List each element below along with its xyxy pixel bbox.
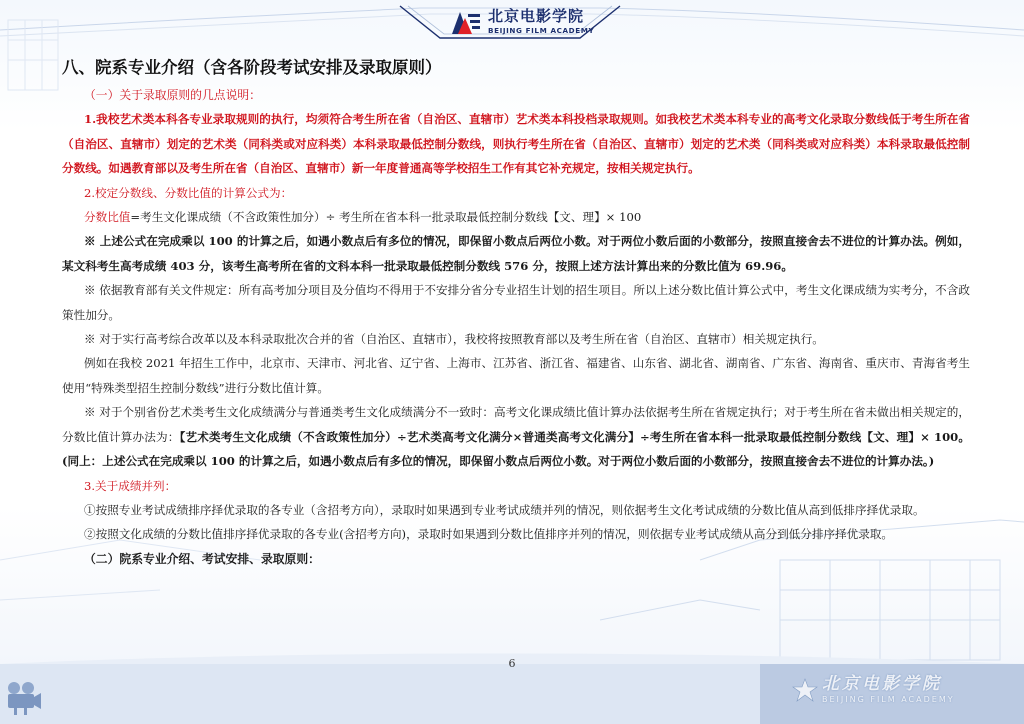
footer-chinese-name: 北京电影学院 (822, 674, 942, 694)
footer-star-icon (792, 678, 818, 702)
film-camera-icon (4, 680, 42, 716)
note-no-bonus-points: ※ 依据教育部有关文件规定：所有高考加分项目及分值均不得用于不安排分省分专业招生计划的招生项目。所以上述分数比值计算公式中，考生文化课成绩为实考分，不含政策性加分。 (62, 283, 970, 322)
logo-english-name: BEIJING FILM ACADEMY (488, 26, 595, 36)
tie-heading: 3.关于成绩并列： (84, 478, 177, 493)
formula-body: =考生文化课成绩（不含政策性加分）÷ 考生所在省本科一批录取最低控制分数线【文、理】× 100 (130, 210, 642, 225)
admission-rule-paragraph: 1.我校艺术类本科各专业录取规则的执行，均须符合考生所在省（自治区、直辖市）艺术类本科投档录取规则。如我校艺术类本科专业的高考文化录取分数线低于考生所在省（自治区、直辖市）划定的艺术类（同科类或对应科类）本科录取最低控制分数线，则执行考生所在省（自治区、直辖市）划定的艺术类（同科类或对应科类）本科录取最低控制分数线。如遇教育部以及考生所在省（自治区、直辖市）新一年度普通高等学校招生工作有其它补充规定，按相关规定执行。 (62, 112, 970, 176)
footer-logo (792, 676, 955, 704)
logo-chinese-name: 北京电影学院 (488, 7, 585, 26)
note-reform-example: 例如在我校 2021 年招生工作中，北京市、天津市、河北省、辽宁省、上海市、江苏省、浙江省、福建省、山东省、湖北省、湖南省、广东省、海南省、重庆市、青海省考生使用“特殊类型招生控制分数线”进行分数比值计算。 (62, 356, 970, 395)
note-full-score-formula: 【艺术类考生文化成绩（不含政策性加分）÷艺术类高考文化满分×普通类高考文化满分】÷考生所在省本科一批录取最低控制分数线【文、理】× 100。(同上：上述公式在完成乘以 100 的计算之后，如遇小数点后有多位的情况，即保留小数点后两位小数。对于两位小数后面的小数部分，按照直接舍去不进位的计算办法。) (62, 429, 970, 469)
tie-rule-1: ①按照专业考试成绩排序择优录取的各专业（含招考方向），录取时如果遇到专业考试成绩并列的情况，则依据考生文化考试成绩的分数比值从高到低排序择优录取。 (84, 502, 925, 517)
subsection-heading-1: （一）关于录取原则的几点说明： (84, 88, 261, 102)
note-full-score-intro: ※ 对于个别省份艺术类考生文化成绩满分与普通类考生文化成绩满分不一致时：高考文化课成绩比值计算办法依据考生所在省规定执行；对于考生所在省未做出相关规定的，分数比值计算办法为： (62, 405, 970, 444)
section-title: 八、院系专业介绍（含各阶段考试安排及录取原则） (62, 58, 442, 77)
subsection-heading-2: （二）院系专业介绍、考试安排、录取原则： (84, 551, 320, 566)
note-reform-provinces: ※ 对于实行高考综合改革以及本科录取批次合并的省（自治区、直辖市），我校将按照教育部以及考生所在省（自治区、直辖市）相关规定执行。 (84, 332, 824, 347)
score-ratio-formula (62, 205, 970, 229)
main-content (62, 56, 970, 571)
tie-rule-2: ②按照文化成绩的分数比值排序择优录取的各专业(含招考方向)，录取时如果遇到分数比值排序并列的情况，则依据专业考试成绩从高分到低分排序择优录取。 (84, 527, 894, 542)
academy-logo-icon (448, 8, 482, 36)
note-full-score-mismatch (62, 400, 970, 473)
footer-english-name: BEIJING FILM ACADEMY (822, 695, 955, 704)
header-logo (448, 6, 594, 38)
page-number: 6 (508, 657, 516, 670)
note-decimal-rounding: ※ 上述公式在完成乘以 100 的计算之后，如遇小数点后有多位的情况，即保留小数点后两位小数。对于两位小数后面的小数部分，按照直接舍去不进位的计算办法。例如，某文科考生高考成绩 403 分，该考生高考所在省的文科本科一批录取最低控制分数线 576 分，按照上述方法计算出来的分数比值为 69.96。 (62, 234, 970, 273)
formula-label: 分数比值 (84, 210, 131, 225)
formula-heading: 2.校定分数线、分数比值的计算公式为： (84, 185, 293, 200)
